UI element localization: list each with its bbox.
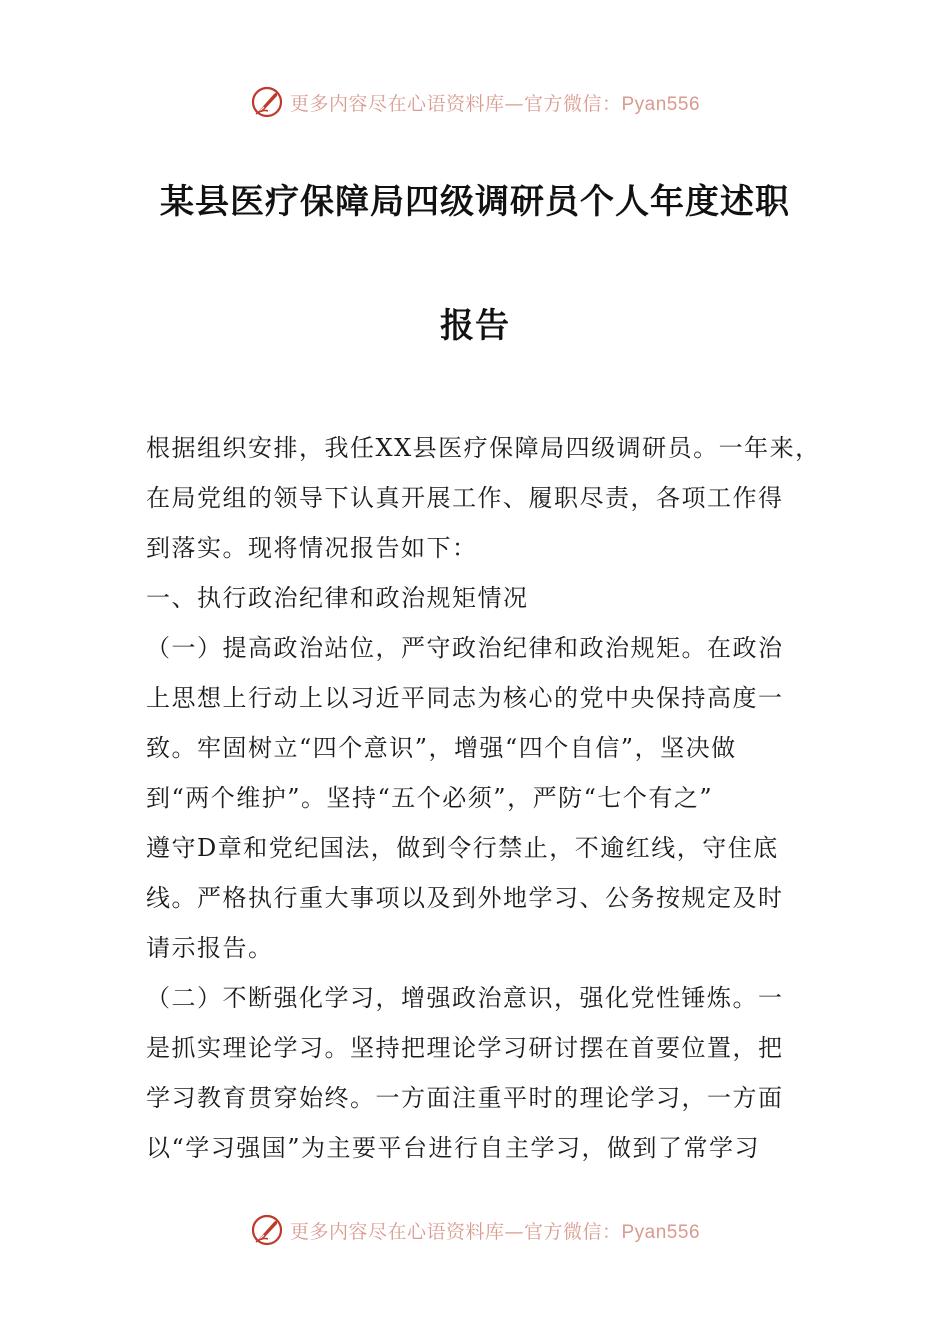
body-line: 根据组织安排，我任XX县医疗保障局四级调研员。一年来， bbox=[146, 434, 821, 462]
watermark-wechat-id: Pyan556 bbox=[621, 1221, 701, 1243]
body-line: 是抓实理论学习。坚持把理论学习研讨摆在首要位置，把 bbox=[146, 1034, 784, 1062]
body-line: 遵守D章和党纪国法，做到令行禁止，不逾红线，守住底 bbox=[146, 834, 779, 862]
watermark-text: 更多内容尽在心语资料库—官方微信：Pyan556 bbox=[289, 92, 701, 115]
watermark-header bbox=[0, 82, 950, 122]
watermark-wechat-id: Pyan556 bbox=[621, 93, 701, 115]
body-line: （一）提高政治站位，严守政治纪律和政治规矩。在政治 bbox=[146, 634, 784, 662]
document-title-line-2: 报告 bbox=[440, 306, 510, 346]
body-line: 到落实。现将情况报告如下： bbox=[146, 534, 478, 562]
document-body bbox=[146, 428, 821, 1178]
quill-pen-logo-icon bbox=[250, 85, 284, 119]
body-line: 以“学习强国”为主要平台进行自主学习，做到了常学习 bbox=[146, 1134, 761, 1162]
document-title-line-1: 某县医疗保障局四级调研员个人年度述职 bbox=[160, 182, 790, 222]
body-line: 在局党组的领导下认真开展工作、履职尽责，各项工作得 bbox=[146, 484, 784, 512]
body-line: 到“两个维护”。坚持“五个必须”，严防“七个有之” bbox=[146, 784, 714, 812]
body-line: （二）不断强化学习，增强政治意识，强化党性锤炼。一 bbox=[146, 984, 784, 1012]
body-line: 线。严格执行重大事项以及到外地学习、公务按规定及时 bbox=[146, 884, 784, 912]
body-line: 致。牢固树立“四个意识”，增强“四个自信”，坚决做 bbox=[146, 734, 737, 762]
watermark-footer bbox=[0, 1210, 950, 1250]
watermark-text: 更多内容尽在心语资料库—官方微信：Pyan556 bbox=[289, 1220, 701, 1243]
body-line: 上思想上行动上以习近平同志为核心的党中央保持高度一 bbox=[146, 684, 784, 712]
section-heading: 一、执行政治纪律和政治规矩情况 bbox=[146, 584, 529, 612]
quill-pen-logo-icon bbox=[250, 1213, 284, 1247]
body-line: 学习教育贯穿始终。一方面注重平时的理论学习，一方面 bbox=[146, 1084, 784, 1112]
body-line: 请示报告。 bbox=[146, 934, 274, 962]
